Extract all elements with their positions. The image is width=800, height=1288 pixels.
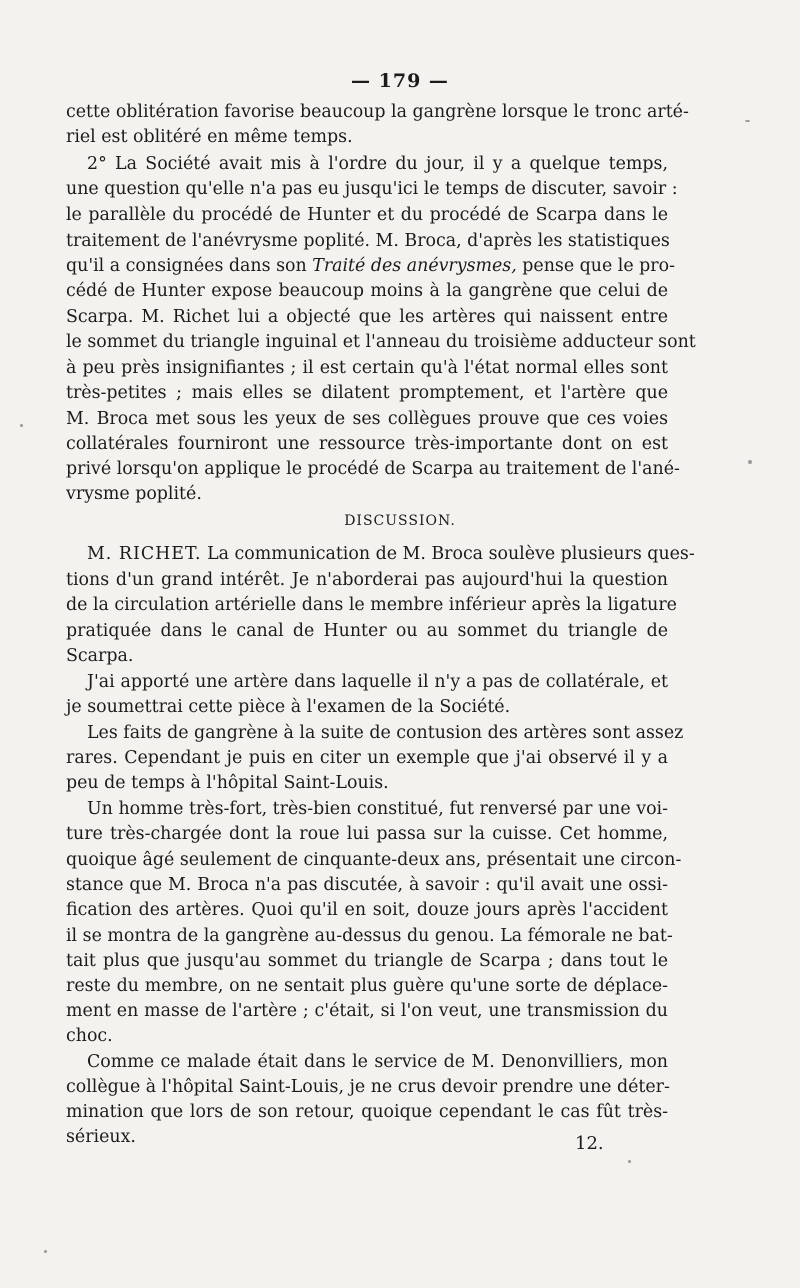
text-line: cette oblitération favorise beaucoup la gangrène lorsque le tronc arté-: [66, 102, 689, 122]
text-line: fication des artères. Quoi qu'il en soit, douze jours après l'accident: [66, 900, 668, 920]
text-line: Un homme très-fort, très-bien constitué, fut renversé par une voi-: [87, 799, 668, 819]
text-line: ment en masse de l'artère ; c'était, si l'on veut, une transmission du: [66, 1001, 668, 1021]
text-line: le sommet du triangle inguinal et l'anneau du troisième adducteur sont: [66, 332, 696, 352]
print-speck: [745, 120, 750, 122]
text-line: il se montra de la gangrène au-dessus du genou. La fémorale ne bat-: [66, 926, 673, 946]
text-line: cédé de Hunter expose beaucoup moins à la gangrène que celui de: [66, 281, 668, 301]
text-line: Comme ce malade était dans le service de M. Denonvilliers, mon: [87, 1052, 668, 1072]
text-line: peu de temps à l'hôpital Saint-Louis.: [66, 773, 389, 793]
print-speck: [748, 460, 752, 464]
text-line: quoique âgé seulement de cinquante-deux ans, présentait une circon-: [66, 850, 682, 870]
text-line: collatérales fourniront une ressource très-importante dont on est: [66, 434, 668, 454]
text-line: privé lorsqu'on applique le procédé de Scarpa au traitement de l'ané-: [66, 459, 680, 479]
text-line: une question qu'elle n'a pas eu jusqu'ici le temps de discuter, savoir :: [66, 179, 678, 199]
text-line: mination que lors de son retour, quoique cependant le cas fût très-: [66, 1102, 668, 1122]
text-fragment: qu'il a consignées dans son: [66, 256, 307, 276]
text-line: J'ai apporté une artère dans laquelle il n'y a pas de collatérale, et: [87, 672, 668, 692]
text-line: [87, 542, 695, 567]
text-fragment: pense que le pro-: [522, 256, 675, 276]
text-line: collègue à l'hôpital Saint-Louis, je ne crus devoir prendre une déter-: [66, 1077, 670, 1097]
print-speck: [44, 1250, 47, 1253]
text-line: stance que M. Broca n'a pas discutée, à savoir : qu'il avait une ossi-: [66, 875, 668, 895]
book-title: Traité des anévrysmes,: [312, 256, 517, 276]
text-line: Les faits de gangrène à la suite de contusion des artères sont assez: [87, 723, 684, 743]
text-line: de la circulation artérielle dans le membre inférieur après la ligature: [66, 595, 677, 615]
text-line: 2° La Société avait mis à l'ordre du jour, il y a quelque temps,: [87, 154, 668, 174]
text-fragment: La communication de M. Broca soulève plusieurs ques-: [207, 544, 695, 564]
speaker-name: M. RICHET.: [87, 544, 202, 564]
text-line: tait plus que jusqu'au sommet du triangle de Scarpa ; dans tout le: [66, 951, 668, 971]
text-line: reste du membre, on ne sentait plus guère qu'une sorte de déplace-: [66, 976, 668, 996]
text-line: vrysme poplité.: [66, 484, 202, 504]
text-line: [66, 254, 675, 279]
text-line: le parallèle du procédé de Hunter et du procédé de Scarpa dans le: [66, 205, 668, 225]
text-line: sérieux.: [66, 1127, 136, 1147]
text-line: M. Broca met sous les yeux de ses collègues prouve que ces voies: [66, 409, 668, 429]
text-line: Scarpa.: [66, 646, 134, 666]
text-line: tions d'un grand intérêt. Je n'aborderai pas aujourd'hui la question: [66, 570, 668, 590]
discussion-heading: DISCUSSION.: [344, 513, 456, 529]
print-speck: [628, 1160, 631, 1163]
text-line: très-petites ; mais elles se dilatent promptement, et l'artère que: [66, 383, 668, 403]
text-line: traitement de l'anévrysme poplité. M. Broca, d'après les statistiques: [66, 231, 670, 251]
signature-mark: 12.: [575, 1133, 604, 1154]
text-line: je soumettrai cette pièce à l'examen de la Société.: [66, 697, 511, 717]
text-line: Scarpa. M. Richet lui a objecté que les artères qui naissent entre: [66, 307, 668, 327]
text-line: choc.: [66, 1026, 113, 1046]
print-speck: [20, 424, 23, 427]
text-line: rares. Cependant je puis en citer un exemple que j'ai observé il y a: [66, 748, 668, 768]
text-line: riel est oblitéré en même temps.: [66, 127, 353, 147]
page-number: — 179 —: [351, 70, 449, 92]
text-line: à peu près insignifiantes ; il est certain qu'à l'état normal elles sont: [66, 358, 668, 378]
text-line: pratiquée dans le canal de Hunter ou au sommet du triangle de: [66, 621, 668, 641]
text-line: ture très-chargée dont la roue lui passa sur la cuisse. Cet homme,: [66, 824, 668, 844]
